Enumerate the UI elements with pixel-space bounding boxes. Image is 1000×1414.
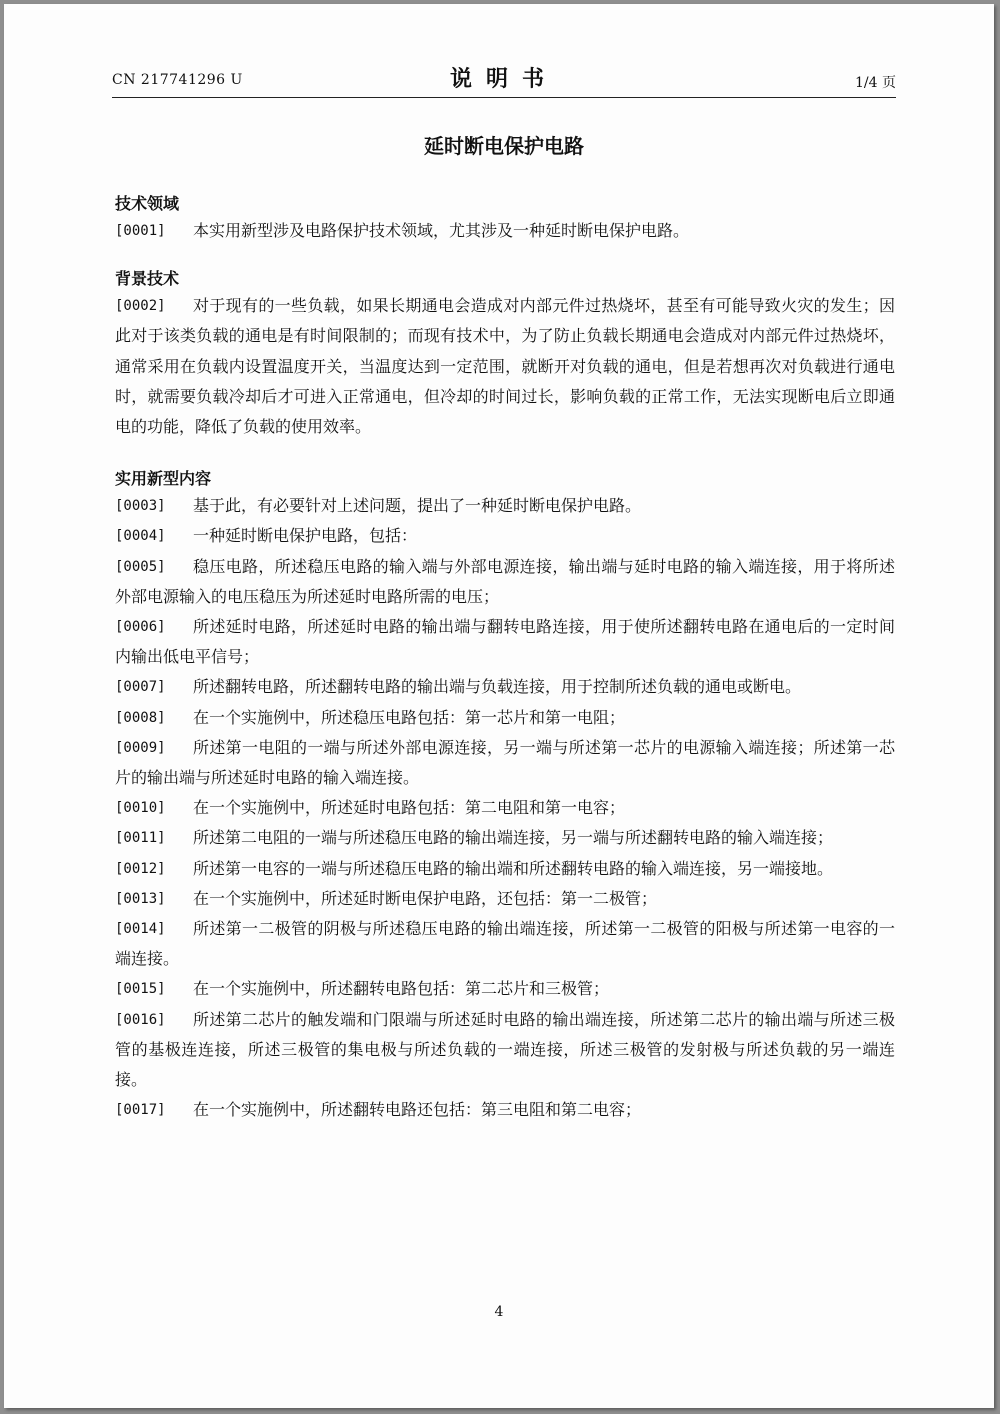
paragraph	[115, 793, 895, 823]
paragraph-text: 所述第一二极管的阴极与所述稳压电路的输出端连接，所述第一二极管的阳极与所述第一电容的一端连接。	[115, 919, 895, 969]
paragraph-number: [0016]	[115, 1011, 166, 1028]
paragraph-number: [0008]	[115, 709, 166, 726]
paragraph-text: 在一个实施例中，所述翻转电路还包括：第三电阻和第二电容；	[193, 1100, 642, 1120]
paragraph	[115, 491, 895, 521]
paragraph-text: 所述第一电阻的一端与所述外部电源连接，另一端与所述第一芯片的电源输入端连接；所述第一芯片的输出端与所述延时电路的输入端连接。	[115, 737, 895, 788]
section	[115, 467, 895, 1125]
paragraph-number: [0003]	[115, 498, 166, 515]
paragraph	[115, 884, 895, 914]
paragraph	[115, 1095, 895, 1125]
publication-number: CN 217741296 U	[112, 72, 243, 88]
paragraph	[115, 854, 895, 884]
paragraph-text: 所述第一电容的一端与所述稳压电路的输出端和所述翻转电路的输入端连接，另一端接地。	[193, 858, 834, 878]
paragraph-number: [0012]	[115, 860, 166, 877]
paragraph-number: [0007]	[115, 679, 166, 696]
paragraph	[115, 612, 895, 672]
paragraph-text: 在一个实施例中，所述翻转电路包括：第二芯片和三极管；	[193, 979, 610, 999]
page-header	[112, 60, 896, 100]
paragraph-text: 稳压电路，所述稳压电路的输入端与外部电源连接，输出端与延时电路的输入端连接，用于将所述外部电源输入的电压稳压为所述延时电路所需的电压；	[115, 556, 895, 606]
document-body	[115, 192, 895, 1125]
paragraph-text: 在一个实施例中，所述延时断电保护电路，还包括：第一二极管；	[193, 888, 658, 908]
document-page	[4, 4, 994, 1408]
paragraph-text: 基于此，有必要针对上述问题，提出了一种延时断电保护电路。	[193, 496, 642, 516]
paragraph	[115, 291, 895, 442]
paragraph-text: 所述延时电路，所述延时电路的输出端与翻转电路连接，用于使所述翻转电路在通电后的一定时间内输出低电平信号；	[115, 617, 895, 667]
paragraph-number: [0014]	[115, 921, 166, 938]
document-type-title: 说明书	[449, 67, 558, 92]
paragraph-number: [0001]	[115, 223, 166, 239]
paragraph-number: [0011]	[115, 830, 166, 847]
paragraph-text: 所述第二芯片的触发端和门限端与所述延时电路的输出端连接，所述第二芯片的输出端与所述三极管的基极连连接，所述三极管的集电极与所述负载的一端连接，所述三极管的发射极与所述负载的另一端连接。	[115, 1009, 895, 1090]
paragraph	[115, 216, 895, 246]
paragraph-text: 所述第二电阻的一端与所述稳压电路的输出端连接，另一端与所述翻转电路的输入端连接；	[193, 828, 834, 848]
paragraph	[115, 914, 895, 974]
paragraph	[115, 733, 895, 793]
paragraph	[115, 521, 895, 551]
paragraph	[115, 703, 895, 733]
paragraph-text: 在一个实施例中，所述延时电路包括：第二电阻和第一电容；	[193, 798, 626, 818]
paragraph-text: 本实用新型涉及电路保护技术领域，尤其涉及一种延时断电保护电路。	[193, 221, 690, 240]
section	[115, 267, 895, 442]
section-heading: 实用新型内容	[115, 469, 212, 489]
paragraph-number: [0015]	[115, 981, 166, 998]
page-count: 1/4 页	[855, 75, 896, 91]
paragraph-number: [0006]	[115, 619, 166, 636]
paragraph-text: 所述翻转电路，所述翻转电路的输出端与负载连接，用于控制所述负载的通电或断电。	[193, 677, 802, 697]
paragraph-number: [0005]	[115, 558, 166, 575]
paragraph	[115, 672, 895, 702]
paragraph	[115, 823, 895, 853]
paragraph-number: [0002]	[115, 298, 166, 315]
section-heading: 背景技术	[115, 269, 180, 289]
page-number: 4	[494, 1304, 504, 1320]
paragraph	[115, 974, 895, 1004]
header-divider	[112, 97, 896, 98]
paragraph-text: 一种延时断电保护电路，包括：	[193, 526, 418, 546]
section	[115, 192, 895, 246]
paragraph	[115, 552, 895, 612]
paragraph-number: [0010]	[115, 800, 166, 817]
section-heading: 技术领域	[115, 194, 180, 213]
paragraph-text: 对于现有的一些负载，如果长期通电会造成对内部元件过热烧坏，甚至有可能导致火灾的发生；因此对于该类负载的通电是有时间限制的；而现有技术中，为了防止负载长期通电会造成对内部元件过热烧坏，通常采用在负载内设置温度开关，当温度达到一定范围，就断开对负载的通电，但是若想再次对负载进行通电时，就需要负载冷却后才可进入正常通电，但冷却的时间过长，影响负载的正常工作，无法实现断电后立即通电的功能，降低了负载的使用效率。	[115, 296, 895, 437]
paragraph-number: [0009]	[115, 739, 166, 756]
paragraph-text: 在一个实施例中，所述稳压电路包括：第一芯片和第一电阻；	[193, 707, 626, 727]
paragraph-number: [0013]	[115, 890, 166, 907]
paragraph-number: [0017]	[115, 1102, 166, 1119]
document-title: 延时断电保护电路	[424, 134, 584, 158]
paragraph-number: [0004]	[115, 528, 166, 545]
paragraph	[115, 1005, 895, 1096]
